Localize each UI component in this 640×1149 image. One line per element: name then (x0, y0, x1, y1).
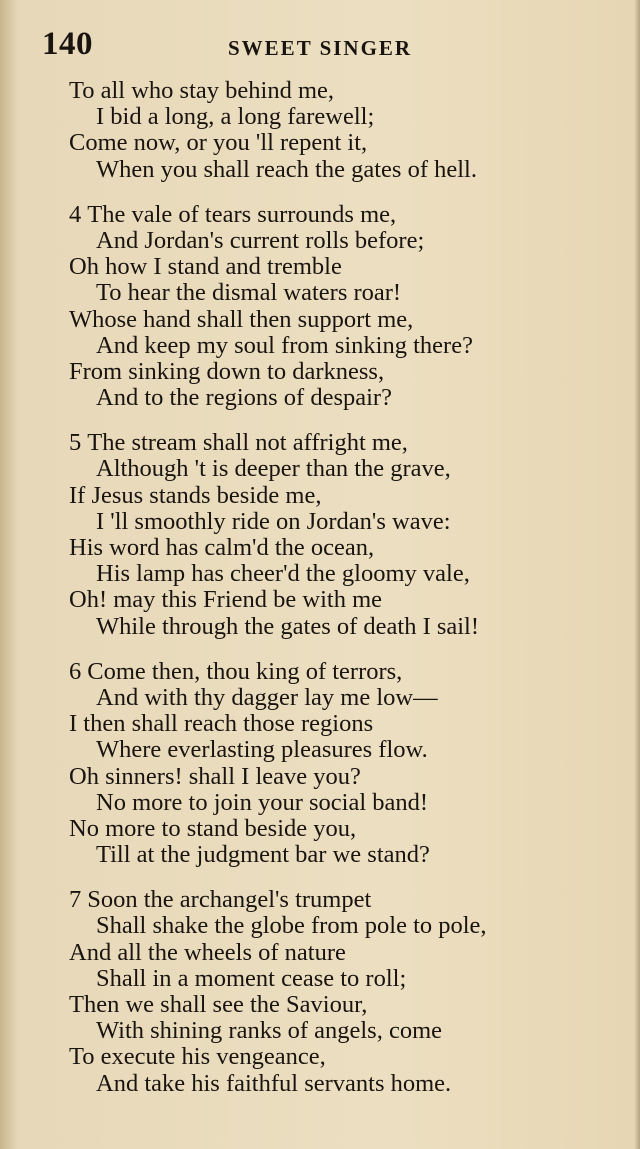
verse-line-text: The vale of tears surrounds me, (87, 200, 397, 228)
verse-line: No more to join your social band! (96, 788, 429, 816)
page-number: 140 (42, 26, 93, 62)
verse-line: Oh! may this Friend be with me (69, 586, 383, 614)
verse-line: Whose hand shall then support me, (69, 305, 414, 333)
verse-line: His word has calm'd the ocean, (69, 534, 375, 561)
verse-line: When you shall reach the gates of hell. (96, 155, 477, 183)
verse-line: And keep my soul from sinking there? (96, 331, 473, 359)
verse-line: Oh sinners! shall I leave you? (69, 762, 361, 790)
stanza-number: 7 (69, 886, 82, 914)
verse-line (69, 887, 629, 913)
verse-line-text: The stream shall not affright me, (87, 429, 408, 457)
verse-line: Shall shake the globe from pole to pole, (96, 912, 487, 940)
verse-line: His lamp has cheer'd the gloomy vale, (96, 560, 470, 588)
verse-line: To execute his vengeance, (69, 1043, 326, 1071)
verse-line: I bid a long, a long farewell; (96, 103, 375, 131)
verse-line: With shining ranks of angels, come (96, 1017, 443, 1045)
verse-line: And to the regions of despair? (96, 384, 392, 412)
page-header (42, 26, 602, 70)
verse-line: I 'll smoothly ride on Jordan's wave: (96, 507, 451, 535)
verse-line: To all who stay behind me, (69, 77, 335, 104)
verse-line: Then we shall see the Saviour, (69, 991, 368, 1018)
verse-line: From sinking down to darkness, (69, 357, 385, 385)
verse-line: And all the wheels of nature (69, 938, 346, 966)
verse-line: No more to stand beside you, (69, 814, 357, 842)
stanza-5 (69, 430, 629, 640)
verse-line (69, 202, 629, 228)
stanza-number: 4 (69, 200, 82, 228)
stanza-7 (69, 887, 629, 1097)
page-edge-shadow (634, 0, 640, 1149)
verse-line (69, 659, 629, 685)
running-title: SWEET SINGER (228, 36, 413, 60)
stanza-number: 5 (69, 429, 82, 457)
verse-line: And with thy dagger lay me low— (96, 683, 438, 711)
verse-line: Till at the judgment bar we stand? (96, 841, 430, 869)
verse-line: Where everlasting pleasures flow. (96, 736, 428, 764)
verse-line: Shall in a moment cease to roll; (96, 964, 407, 992)
stanza-number: 6 (69, 657, 82, 685)
verse-line: And Jordan's current rolls before; (96, 226, 425, 254)
stanza-6 (69, 659, 629, 869)
verse-line (69, 430, 629, 456)
verse-line: Although 't is deeper than the grave, (96, 455, 451, 483)
verse-line: Oh how I stand and tremble (69, 253, 342, 281)
verse-line: Come now, or you 'll repent it, (69, 129, 368, 157)
stanza-4 (69, 202, 629, 412)
verse-line: I then shall reach those regions (69, 710, 374, 738)
verse-line: To hear the dismal waters roar! (96, 279, 402, 307)
verse-line: While through the gates of death I sail! (96, 612, 480, 640)
verse-line: If Jesus stands beside me, (69, 481, 322, 509)
hymn-text (69, 78, 629, 1116)
stanza-continuation (69, 78, 629, 183)
verse-line-text: Come then, thou king of terrors, (87, 657, 403, 685)
verse-line-text: Soon the archangel's trumpet (87, 886, 372, 914)
verse-line: And take his faithful servants home. (96, 1069, 452, 1097)
